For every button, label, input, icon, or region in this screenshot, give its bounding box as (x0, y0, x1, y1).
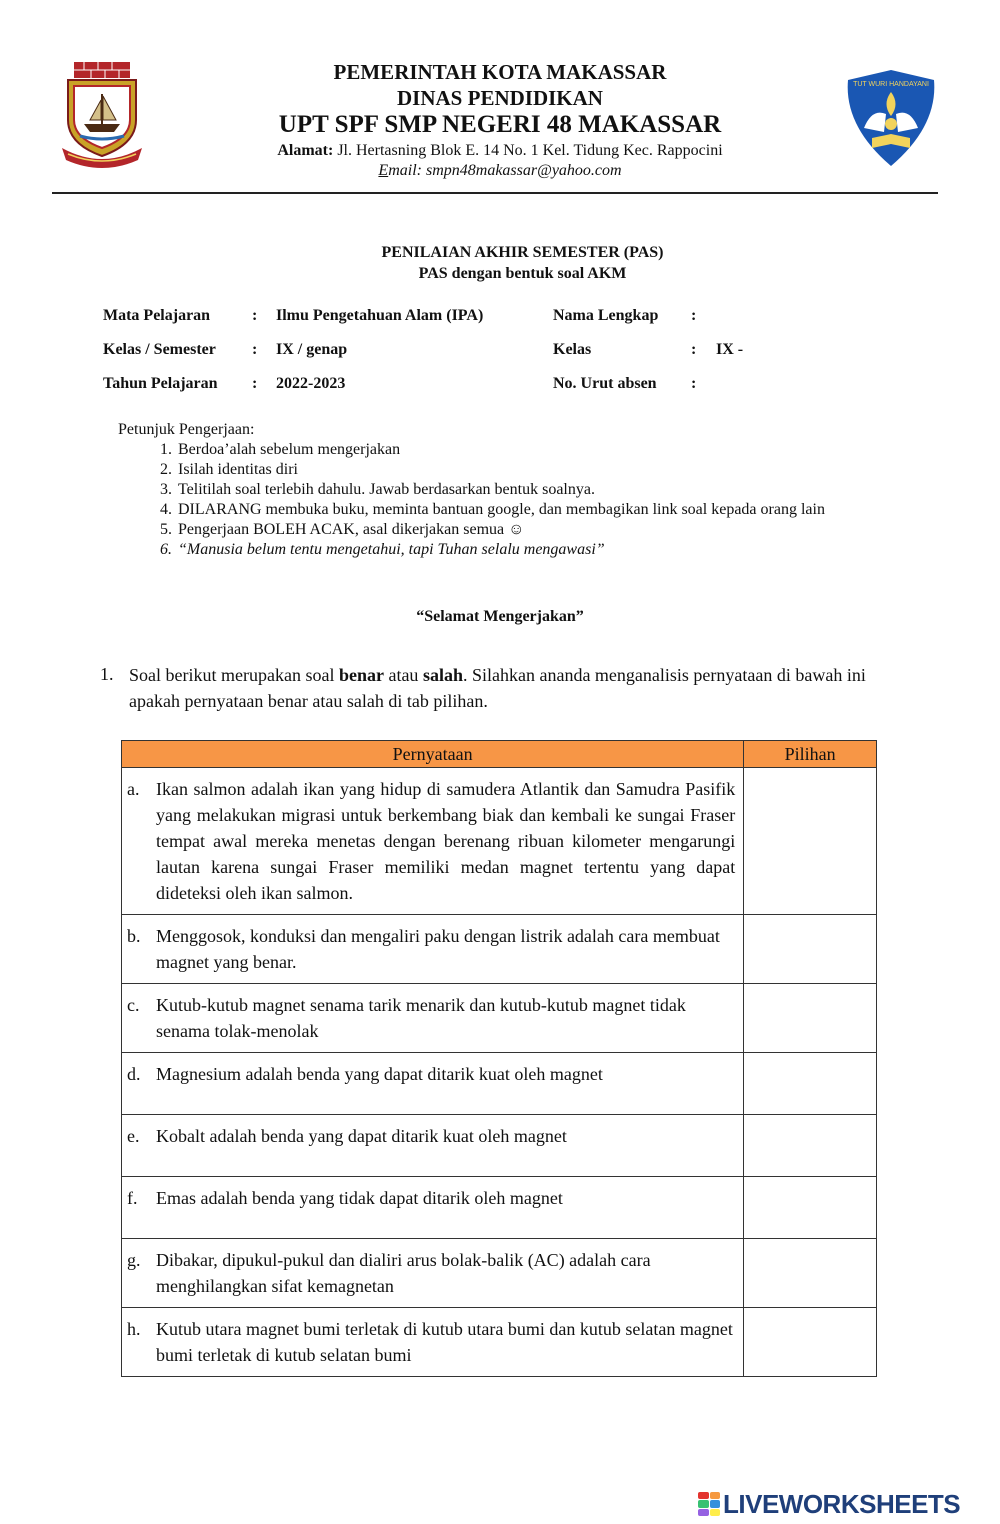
table-row (122, 1115, 877, 1177)
greeting: “Selamat Mengerjakan” (416, 608, 584, 625)
keyword-salah: salah (422, 665, 463, 685)
instruction-item: 3. Telitilah soal terlebih dahulu. Jawab berdasarkan bentuk soalnya. (176, 480, 878, 500)
row-label: a. (127, 779, 140, 799)
school-name: UPT SPF SMP NEGERI 48 MAKASSAR (278, 111, 722, 138)
table-row (122, 768, 877, 915)
choice-cell-h[interactable] (744, 1308, 877, 1377)
row-label: d. (127, 1064, 141, 1084)
table-row (122, 1053, 877, 1115)
school-email (150, 162, 850, 180)
row-statement: Emas adalah benda yang tidak dapat ditarik oleh magnet (156, 1188, 563, 1208)
instruction-item: 4. DILARANG membuka buku, meminta bantuan google, dan membagikan link soal kepada orang lain (176, 500, 878, 520)
address-text: Jl. Hertasning Blok E. 14 No. 1 Kel. Tidung Kec. Rappocini (337, 142, 723, 159)
liveworksheets-watermark[interactable] (698, 1488, 998, 1520)
choice-cell-a[interactable] (744, 768, 877, 915)
row-label: c. (127, 995, 140, 1015)
identity-label-class-semester: Kelas / Semester (103, 341, 216, 358)
address-label: Alamat: (277, 142, 334, 159)
instruction-item: 2. Isilah identitas diri (176, 460, 878, 480)
statement-table (121, 740, 877, 1377)
identity-label-full-name: Nama Lengkap (553, 307, 659, 324)
right-logo-text: TUT WURI HANDAYANI (853, 81, 929, 88)
identity-sep: : (252, 341, 258, 358)
row-statement: Dibakar, dipukul-pukul dan dialiri arus bolak-balik (AC) adalah cara menghilangkan sifat kemagnetan (156, 1250, 651, 1296)
row-statement: Kutub-kutub magnet senama tarik menarik dan kutub-kutub magnet tidak senama tolak-menolak (156, 995, 686, 1041)
identity-value-subject: Ilmu Pengetahuan Alam (IPA) (276, 307, 484, 324)
question-text (129, 662, 889, 714)
email-first-letter: E (378, 162, 389, 179)
identity-value-class-semester: IX / genap (276, 341, 348, 358)
identity-label-class: Kelas (553, 341, 592, 358)
row-label: b. (127, 926, 141, 946)
keyword-benar: benar (338, 665, 384, 685)
row-label: e. (127, 1126, 140, 1146)
table-row (122, 984, 877, 1053)
choice-cell-d[interactable] (744, 1053, 877, 1115)
choice-cell-f[interactable] (744, 1177, 877, 1239)
row-statement: Magnesium adalah benda yang dapat ditarik kuat oleh magnet (156, 1064, 603, 1084)
instructions-heading: Petunjuk Pengerjaan: (118, 421, 255, 438)
instruction-item: 6. “Manusia belum tentu mengetahui, tapi Tuhan selalu mengawasi” (176, 540, 878, 560)
header-statement: Pernyataan (122, 741, 744, 768)
identity-value-year: 2022-2023 (276, 375, 346, 392)
watermark-text: LIVEWORKSHEETS (723, 1488, 961, 1519)
email-text: mail: smpn48makassar@yahoo.com (388, 162, 622, 179)
row-label: h. (127, 1319, 141, 1339)
liveworksheets-logo-icon (698, 1492, 720, 1516)
tut-wuri-handayani-icon (842, 68, 940, 168)
identity-label-absence-number: No. Urut absen (553, 375, 657, 392)
instruction-item: 5. Pengerjaan BOLEH ACAK, asal dikerjakan semua ☺ (176, 520, 878, 540)
government-name: PEMERINTAH KOTA MAKASSAR (333, 60, 667, 84)
row-label: g. (127, 1250, 141, 1270)
row-statement: Menggosok, konduksi dan mengaliri paku dengan listrik adalah cara membuat magnet yang benar. (156, 926, 720, 972)
exam-subtitle: PAS dengan bentuk soal AKM (418, 265, 627, 282)
table-row (122, 915, 877, 984)
identity-value-class[interactable]: IX - (716, 341, 744, 358)
choice-cell-e[interactable] (744, 1115, 877, 1177)
row-statement: Kutub utara magnet bumi terletak di kutub utara bumi dan kutub selatan magnet bumi terletak di kutub selatan bumi (156, 1319, 733, 1365)
identity-sep: : (691, 341, 697, 358)
exam-title: PENILAIAN AKHIR SEMESTER (PAS) (381, 244, 664, 261)
table-row (122, 1239, 877, 1308)
question-text-part: Soal berikut merupakan soal (129, 665, 339, 685)
choice-cell-c[interactable] (744, 984, 877, 1053)
identity-label-year: Tahun Pelajaran (103, 375, 218, 392)
identity-label-subject: Mata Pelajaran (103, 307, 211, 324)
question-text-part: atau (383, 665, 423, 685)
identity-sep: : (691, 307, 697, 324)
row-label: f. (127, 1188, 138, 1208)
choice-cell-g[interactable] (744, 1239, 877, 1308)
question-number: 1. (100, 664, 114, 684)
department-name: DINAS PENDIDIKAN (397, 86, 603, 110)
instructions (118, 420, 878, 560)
identity-sep: : (252, 375, 258, 392)
identity-sep: : (252, 307, 258, 324)
instruction-item: 1. Berdoa’alah sebelum mengerjakan (176, 440, 878, 460)
identity-sep: : (691, 375, 697, 392)
letterhead-divider (52, 192, 938, 194)
school-address (150, 142, 850, 160)
row-statement: Ikan salmon adalah ikan yang hidup di samudera Atlantik dan Samudra Pasifik yang melakukan migrasi untuk berkembang biak dan kembali ke sungai Fraser tempat awal mereka menetas dengan berenang ribuan kilometer mengarungi lautan karena sungai Fraser memiliki medan magnet tertentu yang dapat dideteksi oleh ikan salmon. (156, 779, 736, 903)
choice-cell-b[interactable] (744, 915, 877, 984)
table-header-row (122, 741, 877, 768)
row-statement: Kobalt adalah benda yang dapat ditarik kuat oleh magnet (156, 1126, 567, 1146)
question-text-part: . Silahkan ananda menganalisis pernyataan di bawah ini apakah pernyataan benar atau salah di tab pilihan. (129, 665, 866, 711)
instructions-list (118, 440, 878, 560)
table-row (122, 1308, 877, 1377)
header-choice: Pilihan (744, 741, 877, 768)
makassar-city-emblem-icon (60, 58, 144, 170)
table-row (122, 1177, 877, 1239)
